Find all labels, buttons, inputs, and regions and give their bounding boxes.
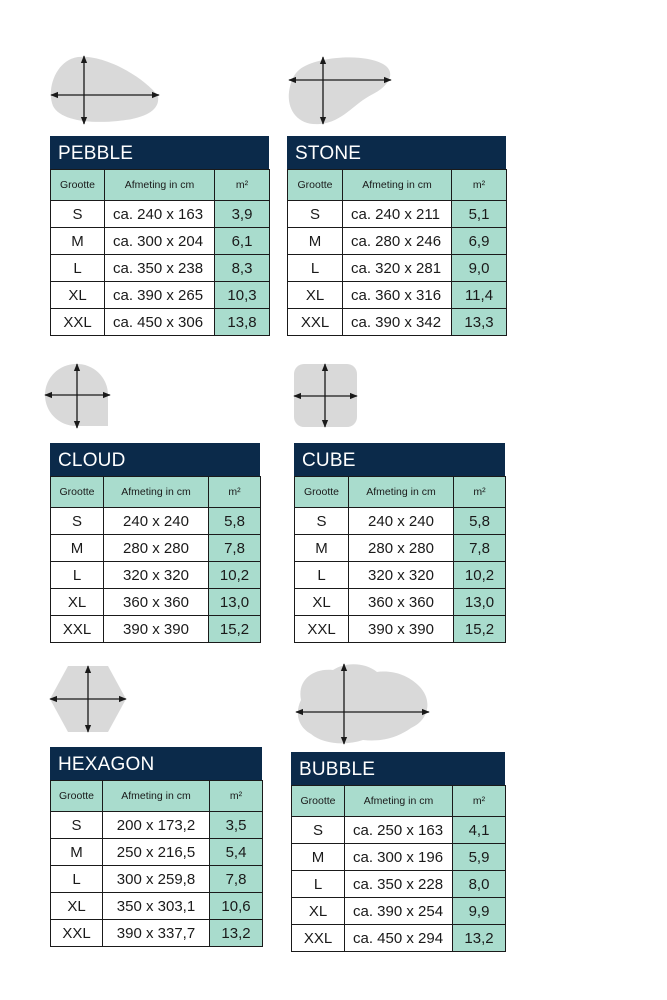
cube-size-table	[294, 476, 506, 643]
area-cell: 10,6	[210, 893, 263, 920]
table-row	[288, 228, 507, 255]
size-cell: M	[51, 839, 103, 866]
dimension-cell: 320 x 320	[104, 562, 209, 589]
size-cell: XXL	[288, 309, 343, 336]
dimension-cell: 280 x 280	[349, 535, 454, 562]
area-cell: 10,2	[454, 562, 506, 589]
size-cell: XXL	[295, 616, 349, 643]
table-row	[292, 844, 506, 871]
table-row	[292, 925, 506, 952]
area-cell: 13,3	[452, 309, 507, 336]
size-cell: S	[51, 508, 104, 535]
dimension-cell: 390 x 390	[104, 616, 209, 643]
area-cell: 13,2	[453, 925, 506, 952]
cloud-size-table	[50, 476, 261, 643]
area-cell: 13,0	[209, 589, 261, 616]
table-row	[288, 255, 507, 282]
table-row	[288, 282, 507, 309]
table-row	[51, 562, 261, 589]
hexagon-table-block	[50, 747, 262, 947]
bubble-shape-icon	[293, 660, 433, 748]
dimension-cell: 240 x 240	[104, 508, 209, 535]
column-header-afmeting: Afmeting in cm	[343, 170, 452, 201]
dimension-cell: ca. 450 x 294	[345, 925, 453, 952]
size-cell: S	[295, 508, 349, 535]
size-cell: XL	[51, 893, 103, 920]
dimension-cell: ca. 300 x 196	[345, 844, 453, 871]
table-row	[292, 898, 506, 925]
dimension-cell: ca. 350 x 228	[345, 871, 453, 898]
area-cell: 5,9	[453, 844, 506, 871]
table-row	[51, 535, 261, 562]
stone-table-block	[287, 136, 506, 336]
size-cell: L	[51, 255, 105, 282]
column-header-grootte: Grootte	[295, 477, 349, 508]
size-cell: XL	[292, 898, 345, 925]
table-row	[51, 893, 263, 920]
area-cell: 5,8	[209, 508, 261, 535]
size-cell: L	[292, 871, 345, 898]
pebble-table-block	[50, 136, 269, 336]
table-row	[51, 616, 261, 643]
area-cell: 5,4	[210, 839, 263, 866]
size-cell: S	[51, 812, 103, 839]
column-header-area: m²	[454, 477, 506, 508]
area-cell: 13,8	[215, 309, 270, 336]
area-cell: 5,8	[454, 508, 506, 535]
size-cell: S	[51, 201, 105, 228]
cube-table-block	[294, 443, 505, 643]
table-row	[51, 589, 261, 616]
area-cell: 4,1	[453, 817, 506, 844]
table-row	[288, 201, 507, 228]
dimension-cell: 240 x 240	[349, 508, 454, 535]
dimension-cell: ca. 360 x 316	[343, 282, 452, 309]
pebble-size-table	[50, 169, 270, 336]
area-cell: 3,9	[215, 201, 270, 228]
table-row	[51, 201, 270, 228]
table-row	[295, 535, 506, 562]
area-cell: 10,2	[209, 562, 261, 589]
dimension-cell: 320 x 320	[349, 562, 454, 589]
cube-shape-icon	[291, 362, 361, 430]
table-row	[51, 282, 270, 309]
bubble-table-block	[291, 752, 505, 952]
size-cell: M	[295, 535, 349, 562]
area-cell: 8,0	[453, 871, 506, 898]
table-row	[295, 562, 506, 589]
cloud-table-block	[50, 443, 260, 643]
hexagon-size-table	[50, 780, 263, 947]
size-cell: L	[51, 866, 103, 893]
size-cell: S	[292, 817, 345, 844]
size-cell: XL	[51, 282, 105, 309]
column-header-grootte: Grootte	[292, 786, 345, 817]
column-header-afmeting: Afmeting in cm	[104, 477, 209, 508]
size-cell: M	[292, 844, 345, 871]
table-row	[51, 309, 270, 336]
size-cell: M	[51, 228, 105, 255]
hexagon-shape-icon	[48, 664, 128, 734]
dimension-cell: 250 x 216,5	[103, 839, 210, 866]
dimension-cell: 200 x 173,2	[103, 812, 210, 839]
hexagon-title: HEXAGON	[50, 747, 262, 780]
size-cell: XL	[295, 589, 349, 616]
area-cell: 9,9	[453, 898, 506, 925]
column-header-area: m²	[453, 786, 506, 817]
column-header-area: m²	[210, 781, 263, 812]
dimension-cell: ca. 240 x 211	[343, 201, 452, 228]
table-row	[51, 839, 263, 866]
column-header-afmeting: Afmeting in cm	[103, 781, 210, 812]
size-cell: L	[51, 562, 104, 589]
area-cell: 6,9	[452, 228, 507, 255]
dimension-cell: ca. 240 x 163	[105, 201, 215, 228]
dimension-cell: 300 x 259,8	[103, 866, 210, 893]
size-cell: XXL	[51, 920, 103, 947]
dimension-cell: ca. 390 x 254	[345, 898, 453, 925]
size-cell: XL	[288, 282, 343, 309]
dimension-cell: 350 x 303,1	[103, 893, 210, 920]
area-cell: 10,3	[215, 282, 270, 309]
table-row	[51, 508, 261, 535]
table-row	[51, 255, 270, 282]
bubble-title: BUBBLE	[291, 752, 505, 785]
table-row	[292, 817, 506, 844]
size-cell: XXL	[292, 925, 345, 952]
area-cell: 15,2	[454, 616, 506, 643]
size-cell: XL	[51, 589, 104, 616]
table-row	[295, 589, 506, 616]
cube-title: CUBE	[294, 443, 505, 476]
area-cell: 5,1	[452, 201, 507, 228]
area-cell: 9,0	[452, 255, 507, 282]
dimension-cell: ca. 350 x 238	[105, 255, 215, 282]
dimension-cell: ca. 390 x 265	[105, 282, 215, 309]
dimension-cell: ca. 300 x 204	[105, 228, 215, 255]
stone-size-table	[287, 169, 507, 336]
dimension-cell: 390 x 337,7	[103, 920, 210, 947]
table-row	[51, 920, 263, 947]
stone-shape-icon	[285, 54, 395, 128]
dimension-cell: ca. 250 x 163	[345, 817, 453, 844]
column-header-afmeting: Afmeting in cm	[349, 477, 454, 508]
dimension-cell: 390 x 390	[349, 616, 454, 643]
area-cell: 13,2	[210, 920, 263, 947]
column-header-afmeting: Afmeting in cm	[105, 170, 215, 201]
table-row	[51, 812, 263, 839]
column-header-grootte: Grootte	[51, 781, 103, 812]
table-row	[295, 616, 506, 643]
table-row	[288, 309, 507, 336]
area-cell: 15,2	[209, 616, 261, 643]
area-cell: 8,3	[215, 255, 270, 282]
table-row	[295, 508, 506, 535]
pebble-shape-icon	[48, 54, 162, 128]
size-cell: XXL	[51, 309, 105, 336]
table-row	[292, 871, 506, 898]
area-cell: 7,8	[454, 535, 506, 562]
dimension-cell: ca. 280 x 246	[343, 228, 452, 255]
size-cell: S	[288, 201, 343, 228]
column-header-area: m²	[215, 170, 270, 201]
pebble-title: PEBBLE	[50, 136, 269, 169]
size-cell: L	[295, 562, 349, 589]
column-header-grootte: Grootte	[288, 170, 343, 201]
dimension-cell: 360 x 360	[104, 589, 209, 616]
bubble-size-table	[291, 785, 506, 952]
area-cell: 7,8	[209, 535, 261, 562]
cloud-title: CLOUD	[50, 443, 260, 476]
size-cell: M	[288, 228, 343, 255]
area-cell: 3,5	[210, 812, 263, 839]
dimension-cell: 360 x 360	[349, 589, 454, 616]
cloud-shape-icon	[44, 362, 114, 430]
dimension-cell: 280 x 280	[104, 535, 209, 562]
column-header-area: m²	[209, 477, 261, 508]
dimension-cell: ca. 390 x 342	[343, 309, 452, 336]
area-cell: 13,0	[454, 589, 506, 616]
area-cell: 6,1	[215, 228, 270, 255]
column-header-grootte: Grootte	[51, 170, 105, 201]
dimension-cell: ca. 320 x 281	[343, 255, 452, 282]
dimension-cell: ca. 450 x 306	[105, 309, 215, 336]
table-row	[51, 866, 263, 893]
column-header-area: m²	[452, 170, 507, 201]
size-cell: L	[288, 255, 343, 282]
column-header-afmeting: Afmeting in cm	[345, 786, 453, 817]
size-cell: XXL	[51, 616, 104, 643]
area-cell: 7,8	[210, 866, 263, 893]
size-cell: M	[51, 535, 104, 562]
table-row	[51, 228, 270, 255]
area-cell: 11,4	[452, 282, 507, 309]
stone-title: STONE	[287, 136, 506, 169]
column-header-grootte: Grootte	[51, 477, 104, 508]
